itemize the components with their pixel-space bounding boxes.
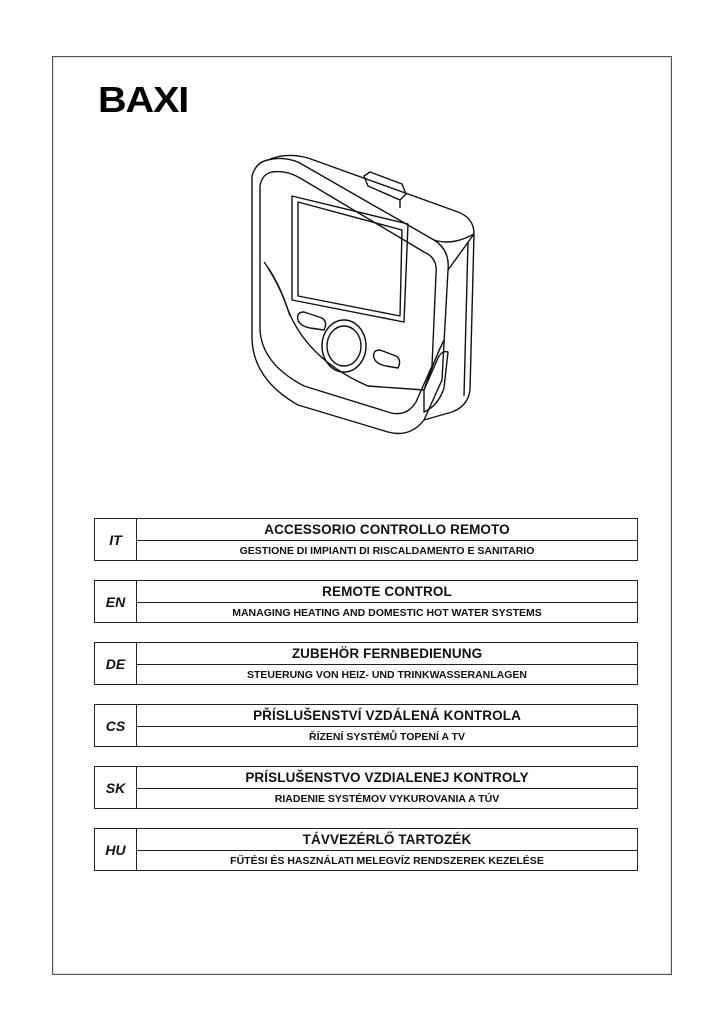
language-code: CS [95, 705, 137, 746]
language-title: ZUBEHÖR FERNBEDIENUNG [137, 643, 637, 665]
language-code: EN [95, 581, 137, 622]
language-subtitle: MANAGING HEATING AND DOMESTIC HOT WATER SYSTEMS [232, 606, 542, 619]
language-title: TÁVVEZÉRLŐ TARTOZÉK [137, 829, 637, 851]
language-subtitle: STEUERUNG VON HEIZ- UND TRINKWASSERANLAGEN [246, 668, 527, 681]
language-title: PŘÍSLUŠENSTVÍ VZDÁLENÁ KONTROLA [137, 705, 637, 727]
language-block-sk [94, 766, 638, 809]
language-code: HU [95, 829, 137, 870]
language-subtitle: RIADENIE SYSTÉMOV VYKUROVANIA A TÚV [274, 792, 500, 805]
language-block-hu [94, 828, 638, 871]
remote-control-device-icon [238, 150, 486, 438]
language-code: DE [95, 643, 137, 684]
language-subtitle: GESTIONE DI IMPIANTI DI RISCALDAMENTO E SANITARIO [239, 544, 535, 557]
language-block-en [94, 580, 638, 623]
language-subtitle: FŰTÉSI ÉS HASZNÁLATI MELEGVÍZ RENDSZEREK KEZELÉSE [230, 854, 544, 867]
language-block-it [94, 518, 638, 561]
logo-text: BAXI [98, 79, 189, 120]
language-block-cs [94, 704, 638, 747]
baxi-logo [98, 79, 198, 120]
language-subtitle: ŘÍZENÍ SYSTÉMŮ TOPENÍ A TV [309, 730, 465, 743]
language-title: ACCESSORIO CONTROLLO REMOTO [137, 519, 637, 541]
language-block-de [94, 642, 638, 685]
language-title: PRÍSLUŠENSTVO VZDIALENEJ KONTROLY [137, 767, 637, 789]
language-title: REMOTE CONTROL [137, 581, 637, 603]
language-code: IT [95, 519, 137, 560]
language-code: SK [95, 767, 137, 808]
